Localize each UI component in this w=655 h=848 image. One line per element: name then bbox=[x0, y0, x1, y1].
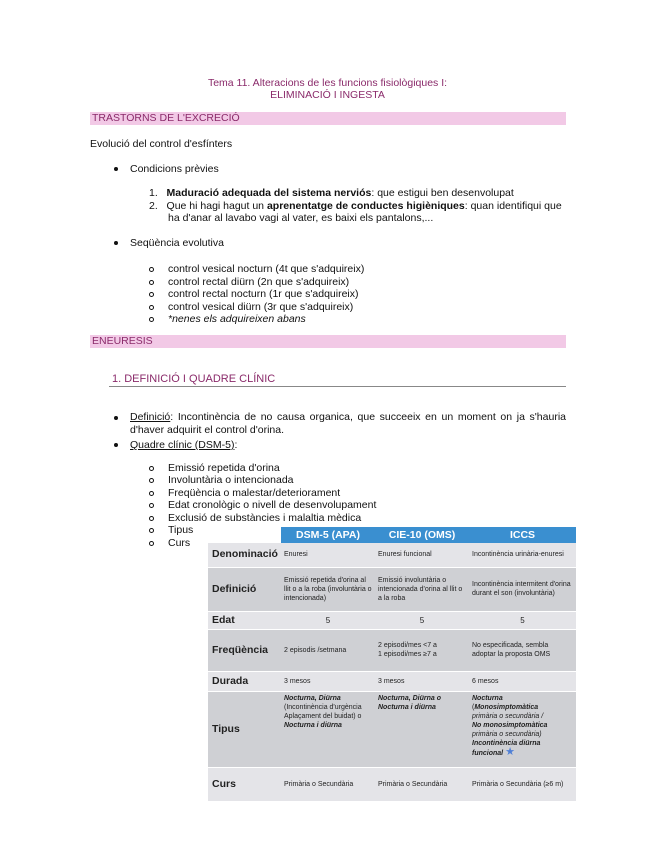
list-item bbox=[149, 200, 562, 212]
clinic-label: Quadre clínic (DSM-5) bbox=[130, 439, 235, 451]
ring-bullet-icon bbox=[149, 280, 154, 285]
cell-bold: Nocturna, Diürna o bbox=[378, 694, 442, 702]
ring-bullet-icon bbox=[149, 503, 154, 508]
row-label: Curs bbox=[208, 767, 281, 801]
seq-item: control rectal diürn (2n que s'adquireix) bbox=[168, 276, 350, 288]
cell-text: ( bbox=[472, 703, 475, 711]
star-icon: ★ bbox=[505, 745, 515, 758]
bullet-icon bbox=[114, 167, 118, 171]
table-row bbox=[208, 767, 576, 801]
document-title bbox=[0, 77, 655, 101]
title-line-2: ELIMINACIÓ I INGESTA bbox=[270, 89, 385, 101]
clinic-heading bbox=[130, 439, 237, 451]
bullet-icon bbox=[114, 241, 118, 245]
ring-bullet-icon bbox=[149, 317, 154, 322]
clinic-item: Tipus bbox=[168, 524, 194, 536]
table-cell: 5 bbox=[375, 611, 469, 629]
ring-bullet-icon bbox=[149, 478, 154, 483]
table-cell: Primària o Secundària bbox=[281, 767, 375, 801]
table-header-row bbox=[208, 527, 576, 543]
table-cell: 2 episodis /setmana bbox=[281, 629, 375, 671]
table-cell bbox=[469, 691, 576, 767]
cell-bold: Nocturna bbox=[472, 694, 503, 702]
clinic-item: Edat cronològic o nivell de desenvolupament bbox=[168, 499, 377, 511]
table-cell: No especificada, sembla adoptar la proposta OMS bbox=[469, 629, 576, 671]
item-text: : que estigui ben desenvolupat bbox=[371, 187, 514, 199]
item-text: : quan identifiqui que bbox=[464, 200, 562, 212]
clinic-item: Freqüència o malestar/deteriorament bbox=[168, 487, 341, 499]
table-row bbox=[208, 629, 576, 671]
table-cell: 6 mesos bbox=[469, 671, 576, 691]
item-number: 1. bbox=[149, 187, 158, 199]
table-corner bbox=[208, 527, 281, 543]
definition-paragraph bbox=[130, 411, 566, 437]
subsection-rule bbox=[109, 386, 566, 387]
seq-item: control vesical diürn (3r que s'adquireix) bbox=[168, 301, 354, 313]
clinic-item: Involuntària o intencionada bbox=[168, 474, 294, 486]
definition-label: Definició bbox=[130, 411, 171, 423]
cell-bold: Incontinència diürna funcional bbox=[472, 739, 541, 757]
item-number: 2. bbox=[149, 200, 158, 212]
ring-bullet-icon bbox=[149, 267, 154, 272]
table-cell: Primària o Secundària (≥6 m) bbox=[469, 767, 576, 801]
table-cell: 5 bbox=[281, 611, 375, 629]
ring-bullet-icon bbox=[149, 292, 154, 297]
cell-text: (Incontinència d'urgència Aplaçament del buidat) o bbox=[284, 703, 362, 720]
table-cell bbox=[375, 629, 469, 671]
ring-bullet-icon bbox=[149, 541, 154, 546]
row-label: Denominació bbox=[208, 543, 281, 567]
table-cell bbox=[281, 691, 375, 767]
table-header: ICCS bbox=[469, 527, 576, 543]
table-row bbox=[208, 543, 576, 567]
item-bold: aprenentatge de conductes higièniques bbox=[266, 200, 465, 212]
list-item bbox=[149, 187, 514, 199]
cell-bold: Nocturna i diürna bbox=[378, 703, 436, 711]
section-heading-eneuresis: ENEURESIS bbox=[90, 335, 566, 348]
cell-text: primària o secundària) bbox=[472, 730, 542, 738]
table-cell: 5 bbox=[469, 611, 576, 629]
table-header: DSM-5 (APA) bbox=[281, 527, 375, 543]
clinic-item: Curs bbox=[168, 537, 191, 549]
cell-bold: No monosimptomàtica bbox=[472, 721, 548, 729]
bullet-sequencia: Seqüència evolutiva bbox=[130, 237, 224, 249]
table-cell: 3 mesos bbox=[281, 671, 375, 691]
cell-line: 2 episodi/mes <7 a bbox=[378, 642, 437, 649]
ring-bullet-icon bbox=[149, 516, 154, 521]
table-row bbox=[208, 671, 576, 691]
definition-text: : Incontinència de no causa organica, que succeeix en un moment on ja s'hauria d'haver adquirit el control d'orina. bbox=[130, 411, 566, 436]
table-cell bbox=[375, 691, 469, 767]
table-cell: Enuresi bbox=[281, 543, 375, 567]
row-label: Tipus bbox=[208, 691, 281, 767]
seq-item: control vesical nocturn (4t que s'adquireix) bbox=[168, 263, 365, 275]
item-text: Que hi hagi hagut un bbox=[166, 200, 267, 212]
table-cell: 3 mesos bbox=[375, 671, 469, 691]
cell-line: 1 episodi/mes ≥7 a bbox=[378, 651, 437, 658]
subtitle: Evolució del control d'esfínters bbox=[90, 138, 233, 150]
clinic-item: Exclusió de substàncies i malaltia mèdica bbox=[168, 512, 362, 524]
table-cell: Emissió repetida d'orina al llit o a la roba (involuntària o intencionada) bbox=[281, 567, 375, 611]
table-cell: Incontinència urinària-enuresi bbox=[469, 543, 576, 567]
ring-bullet-icon bbox=[149, 528, 154, 533]
table-row bbox=[208, 691, 576, 767]
seq-note: *nenes els adquireixen abans bbox=[168, 313, 306, 325]
subsection-heading: 1. DEFINICIÓ I QUADRE CLÍNIC bbox=[112, 373, 276, 385]
item-bold: Maduració adequada del sistema nerviós bbox=[166, 187, 372, 199]
cell-text: primària o secundària / bbox=[472, 712, 544, 720]
row-label: Freqüència bbox=[208, 629, 281, 671]
cell-bold: Nocturna i diürna bbox=[284, 721, 342, 729]
ring-bullet-icon bbox=[149, 466, 154, 471]
bullet-icon bbox=[114, 443, 118, 447]
table-header: CIE-10 (OMS) bbox=[375, 527, 469, 543]
bullet-condicions: Condicions prèvies bbox=[130, 163, 219, 175]
table-row bbox=[208, 611, 576, 629]
table-row bbox=[208, 567, 576, 611]
bullet-icon bbox=[114, 416, 118, 420]
section-heading-excrecio: TRASTORNS DE L'EXCRECIÓ bbox=[90, 112, 566, 125]
row-label: Edat bbox=[208, 611, 281, 629]
seq-item: control rectal nocturn (1r que s'adquireix) bbox=[168, 288, 359, 300]
list-item-continuation: ha d'anar al lavabo vagi al vater, es baixi els pantalons,... bbox=[168, 212, 434, 224]
cell-bold: Nocturna, Diürna bbox=[284, 694, 341, 702]
ring-bullet-icon bbox=[149, 491, 154, 496]
row-label: Definició bbox=[208, 567, 281, 611]
cell-bold: Monosimptomàtica bbox=[474, 703, 539, 711]
table-cell: Incontinència intermitent d'orina durant el son (involuntària) bbox=[469, 567, 576, 611]
ring-bullet-icon bbox=[149, 305, 154, 310]
table-cell: Enuresi funcional bbox=[375, 543, 469, 567]
clinic-item: Emissió repetida d'orina bbox=[168, 462, 280, 474]
table-cell: Emissió involuntària o intencionada d'orina al llit o a la roba bbox=[375, 567, 469, 611]
clinic-colon: : bbox=[234, 439, 238, 451]
comparison-table bbox=[208, 527, 576, 802]
table-cell: Primària o Secundària bbox=[375, 767, 469, 801]
row-label: Durada bbox=[208, 671, 281, 691]
title-line-1: Tema 11. Alteracions de les funcions fisiològiques I: bbox=[207, 77, 448, 89]
